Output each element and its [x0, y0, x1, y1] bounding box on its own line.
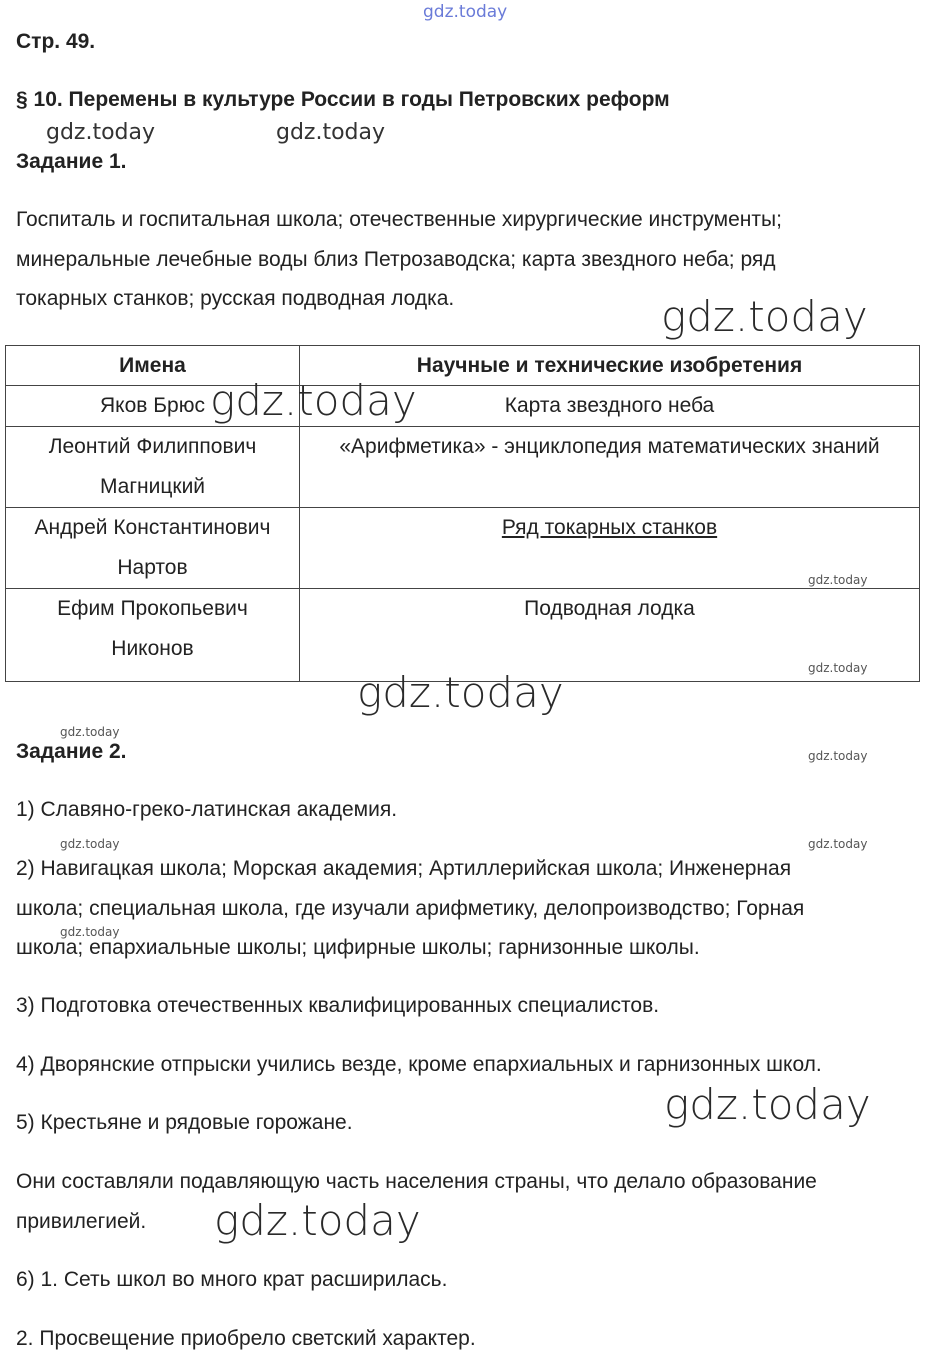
watermark: gdz.today [808, 573, 868, 587]
name-line: Магницкий [99, 475, 206, 498]
name-line: Нартов [117, 556, 188, 579]
answer-2-line: школа; епархиальные школы; цифирные школы; гарнизонные школы. [16, 936, 700, 959]
watermark: gdz.today [46, 120, 156, 145]
answer-2-line: 2) Навигацкая школа; Морская академия; Артиллерийская школа; Инженерная [16, 857, 792, 880]
watermark: gdz.today [210, 376, 417, 425]
task-1-text-line: Госпиталь и госпитальная школа; отечественные хирургические инструменты; [16, 208, 782, 231]
name-line: Ефим Прокопьевич [57, 597, 248, 620]
task-1-title: Задание 1. [16, 150, 127, 173]
watermark: gdz.today [808, 749, 868, 763]
invention-cell: Карта звездного неба [300, 386, 920, 427]
invention-text: Ряд токарных станков [501, 516, 718, 539]
name-line: Андрей Константинович [34, 516, 271, 539]
answer-5-note-line: Они составляли подавляющую часть населения страны, что делало образование [16, 1170, 817, 1193]
answer-3: 3) Подготовка отечественных квалифицированных специалистов. [16, 994, 660, 1017]
section-title: § 10. Перемены в культуре России в годы Петровских реформ [16, 88, 670, 111]
invention-cell: «Арифметика» - энциклопедия математических знаний [300, 427, 920, 508]
name-cell [6, 589, 300, 682]
name-line: Никонов [111, 637, 194, 660]
answer-6-2: 2. Просвещение приобрело светский характер. [16, 1327, 476, 1350]
header-inventions: Научные и технические изобретения [300, 346, 920, 386]
watermark-top: gdz.today [423, 2, 508, 22]
watermark: gdz.today [808, 661, 868, 675]
header-names: Имена [6, 346, 300, 386]
answer-5-note-line: привилегией. [16, 1210, 147, 1233]
watermark: gdz.today [60, 925, 120, 939]
table-header-row [6, 346, 920, 386]
table-row [6, 508, 920, 589]
watermark: gdz.today [357, 668, 564, 717]
name-line: Леонтий Филиппович [48, 435, 257, 458]
inventions-table [5, 345, 920, 682]
watermark: gdz.today [661, 292, 868, 341]
watermark: gdz.today [808, 837, 868, 851]
task-2-title: Задание 2. [16, 740, 127, 763]
answer-4: 4) Дворянские отпрыски учились везде, кроме епархиальных и гарнизонных школ. [16, 1053, 822, 1076]
table-row [6, 386, 920, 427]
answer-2-line: школа; специальная школа, где изучали арифметику, делопроизводство; Горная [16, 897, 805, 920]
name-cell [6, 508, 300, 589]
table-row [6, 427, 920, 508]
name-line: Яков Брюс [100, 394, 205, 417]
invention-cell: Подводная лодка [300, 589, 920, 682]
task-1-text-line: токарных станков; русская подводная лодка. [16, 287, 455, 310]
page-reference: Стр. 49. [16, 30, 96, 53]
task-1-text-line: минеральные лечебные воды близ Петрозаводска; карта звездного неба; ряд [16, 248, 776, 271]
watermark: gdz.today [60, 725, 120, 739]
watermark: gdz.today [214, 1196, 421, 1245]
watermark: gdz.today [276, 120, 386, 145]
name-cell [6, 427, 300, 508]
answer-5: 5) Крестьяне и рядовые горожане. [16, 1111, 353, 1134]
answer-6-1: 6) 1. Сеть школ во много крат расширилась. [16, 1268, 448, 1291]
watermark: gdz.today [664, 1080, 871, 1129]
answer-1: 1) Славяно-греко-латинская академия. [16, 798, 398, 821]
watermark: gdz.today [60, 837, 120, 851]
